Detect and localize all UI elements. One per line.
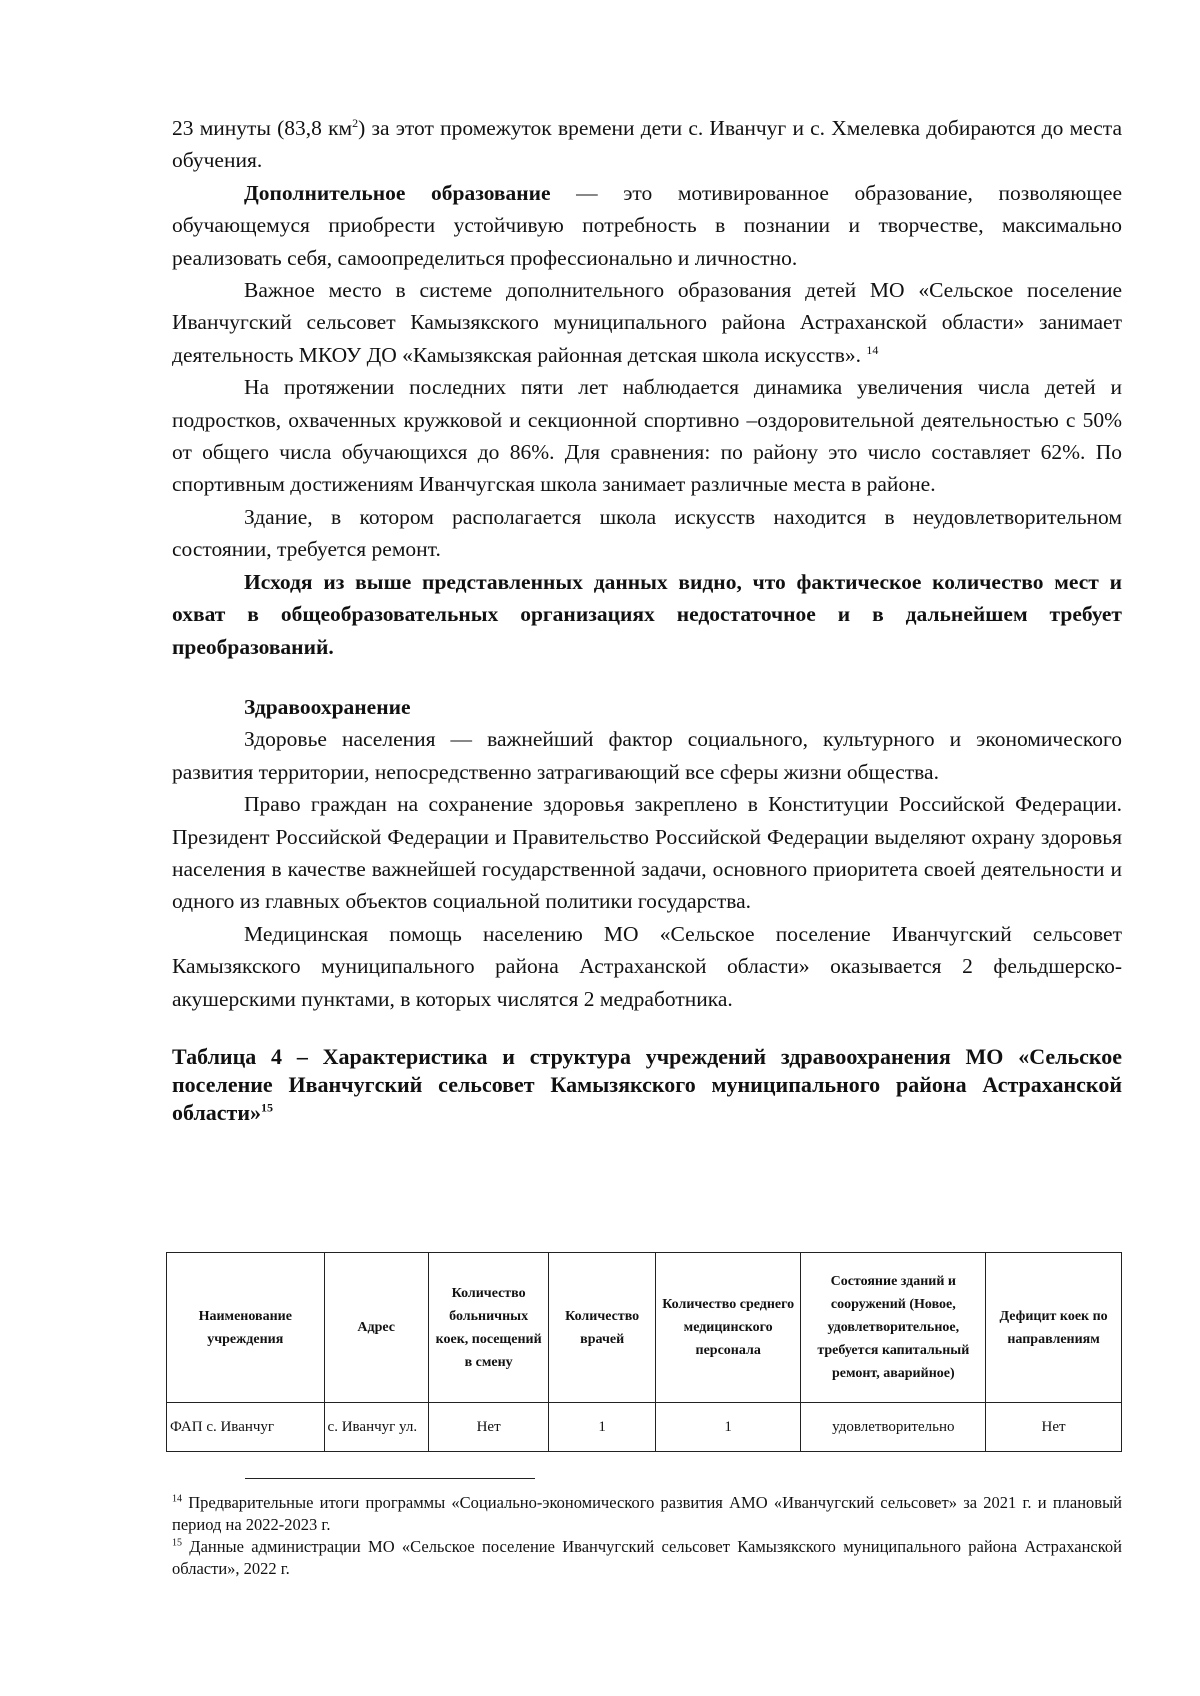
cell-staff: 1 [655, 1403, 801, 1452]
column-header-name: Наименование учреждения [167, 1253, 325, 1403]
column-header-bed-deficit: Дефицит коек по направлениям [986, 1253, 1122, 1403]
column-header-beds: Количество больничных коек, посещений в смену [428, 1253, 549, 1403]
paragraph-text: 23 минуты (83,8 км [172, 116, 353, 140]
footnote-text: Данные администрации МО «Сельское поселение Иванчугский сельсовет Камызякского муниципального района Астраханской области», 2022 г. [172, 1537, 1122, 1578]
column-header-staff: Количество среднего медицинского персонала [655, 1253, 801, 1403]
cell-name: ФАП с. Иванчуг [167, 1403, 325, 1452]
superscript-km: 2 [352, 115, 359, 130]
footnote-separator [245, 1478, 535, 1479]
table-caption-text: Таблица 4 – Характеристика и структура учреждений здравоохранения МО «Сельское поселение Иванчугский сельсовет Камызякского муниципального района Астраханской области» [172, 1043, 1122, 1125]
column-header-doctors: Количество врачей [549, 1253, 655, 1403]
paragraph-constitution-right: Право граждан на сохранение здоровья закреплено в Конституции Российской Федерации. Президент Российской Федерации и Правительство Российской Федерации выделяют охрану здоровья населения в качестве важнейшей государственной задачи, основного приоритета своей деятельности и одного из главных объектов социальной политики государства. [172, 792, 1122, 914]
term-bold: Дополнительное образование [244, 180, 551, 205]
footnote-ref-15: 15 [261, 1100, 274, 1115]
cell-bed-deficit: Нет [986, 1403, 1122, 1452]
column-header-building-state: Состояние зданий и сооружений (Новое, удовлетворительное, требуется капитальный ремонт, аварийное) [801, 1253, 986, 1403]
paragraph-additional-education [172, 177, 1122, 274]
footnote-number: 14 [172, 1493, 182, 1505]
table-row [167, 1403, 1122, 1452]
table-caption [172, 1043, 1122, 1127]
paragraph-sports-dynamics: На протяжении последних пяти лет наблюдается динамика увеличения числа детей и подростков, охваченных кружковой и секционной спортивно –оздоровительной деятельностью с 50% от общего числа обучающихся до 86%. Для сравнения: по району это число составляет 62%. По спортивным достижениям Иванчугская школа занимает различные места в районе. [172, 375, 1122, 497]
paragraph-health-factor: Здоровье населения — важнейший фактор социального, культурного и экономического развития территории, непосредственно затрагивающий все сферы жизни общества. [172, 727, 1122, 784]
paragraph-text: ) за этот промежуток времени дети с. Иванчуг и с. Хмелевка добираются до места обучения. [172, 116, 1122, 173]
cell-doctors: 1 [549, 1403, 655, 1452]
body-text [172, 112, 1122, 1127]
cell-beds: Нет [428, 1403, 549, 1452]
footnote-15 [172, 1536, 1122, 1580]
paragraph-building-state: Здание, в котором располагается школа искусств находится в неудовлетворительном состоянии, требуется ремонт. [172, 504, 1122, 562]
cell-building-state: удовлетворительно [801, 1403, 986, 1452]
paragraph-medical-care: Медицинская помощь населению МО «Сельское поселение Иванчугский сельсовет Камызякского муниципального района Астраханской области» оказывается 2 фельдшерско-акушерскими пунктами, в которых числятся 2 медработника. [172, 921, 1122, 1011]
footnote-14 [172, 1492, 1122, 1536]
paragraph-text: — это мотивированное образование, позволяющее обучающемуся приобрести устойчивую потребность в познании и творчестве, максимально реализовать себя, самоопределиться профессионально и личностно. [172, 180, 1122, 270]
paragraph-conclusion: Исходя из выше представленных данных видно, что фактическое количество мест и охват в общеобразовательных организациях недостаточное и в дальнейшем требует преобразований. [172, 569, 1122, 659]
cell-address: с. Иванчуг ул. [324, 1403, 428, 1452]
healthcare-facilities-table [166, 1252, 1122, 1452]
paragraph-travel-time [172, 112, 1122, 177]
footnote-ref-14: 14 [866, 342, 879, 357]
footnotes [172, 1492, 1122, 1580]
footnote-number: 15 [172, 1537, 182, 1549]
section-heading-healthcare: Здравоохранение [244, 694, 411, 719]
paragraph-school-of-arts [172, 274, 1122, 371]
column-header-address: Адрес [324, 1253, 428, 1403]
paragraph-text: Важное место в системе дополнительного образования детей МО «Сельское поселение Иванчугский сельсовет Камызякского муниципального района Астраханской области» занимает деятельность МКОУ ДО «Камызякская районная детская школа искусств». [172, 278, 1122, 367]
footnote-text: Предварительные итоги программы «Социально-экономического развития АМО «Иванчугский сельсовет» за 2021 г. и плановый период на 2022-2023 г. [172, 1493, 1122, 1534]
table-header-row [167, 1253, 1122, 1403]
